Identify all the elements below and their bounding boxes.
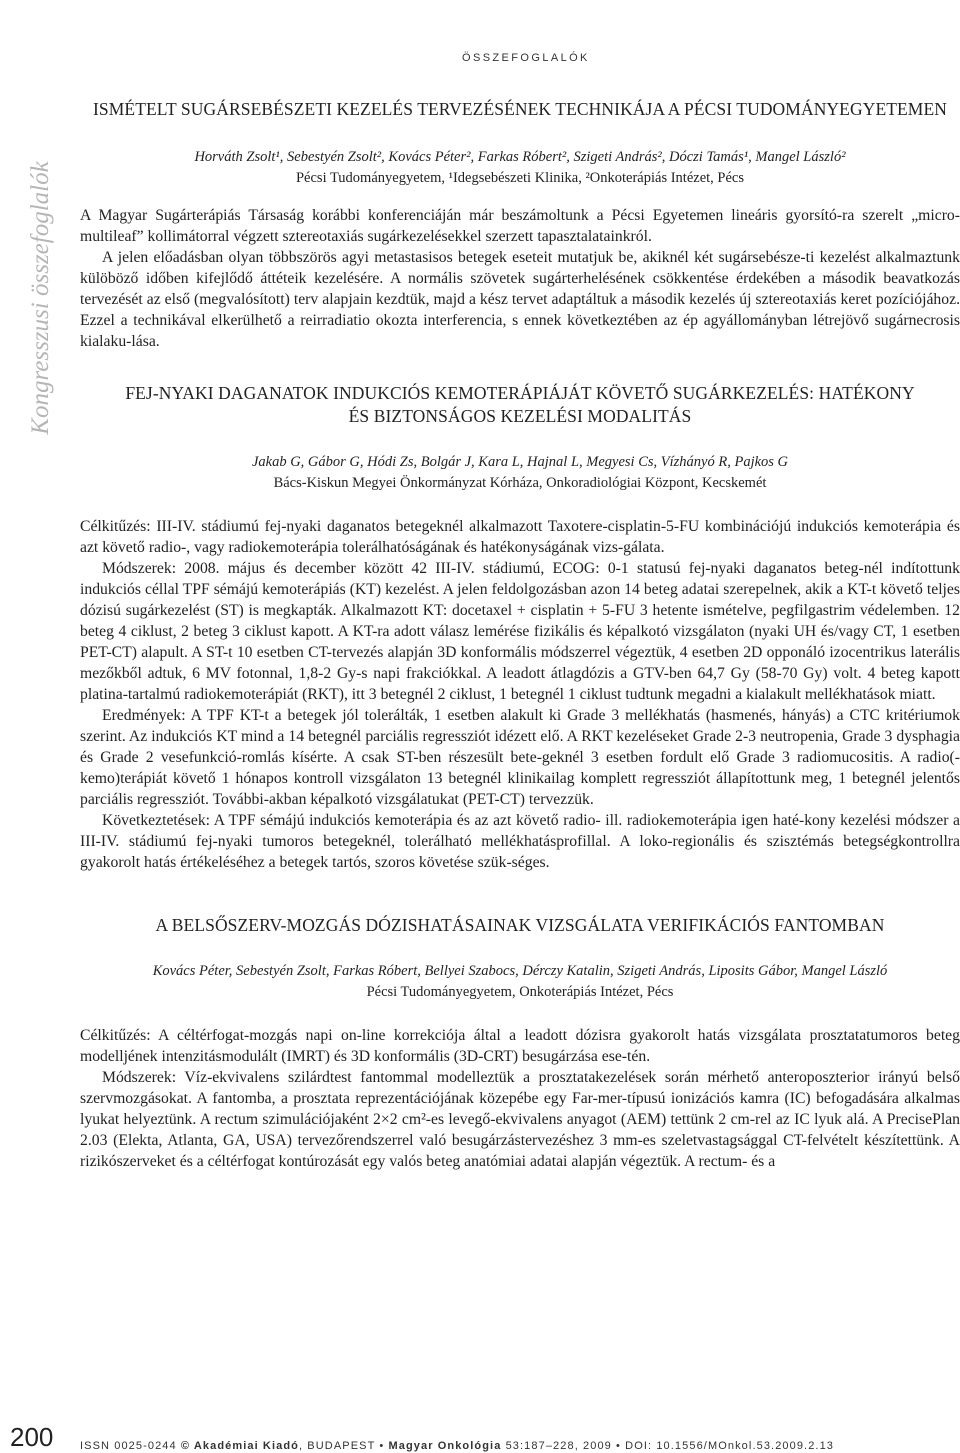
- running-header: ÖSSZEFOGLALÓK: [462, 52, 590, 64]
- abstract-body: [80, 1025, 960, 1172]
- abstract-paragraph: A jelen előadásban olyan többszörös agyi metastasisos betegek eseteit mutatjuk be, akiknél két sugársebésze-ti kezelést alkalmaztunk külöböző időben kifejlődő áttéteik kezelésére. A normális szövetek sugárterhelésének csökkentése érdekében a második beavatkozás tervezését az első (megvalósított) terv alapjain kezdtük, majd a kész tervet adaptáltuk a második kezelés új sztereotaxiás keret pozíciójához. Ezzel a technikával elkerülhető a reirradiatio okozta interferencia, s ennek következtében az ép agyállományban létrejövő sugárnecrosis kialaku-lása.: [80, 249, 960, 350]
- article-content: [80, 98, 960, 1172]
- abstract-title-line: ÉS BIZTONSÁGOS KEZELÉSI MODALITÁS: [348, 406, 692, 426]
- abstract-authors-block: [80, 452, 960, 494]
- abstract-title-line: ISMÉTELT SUGÁRSEBÉSZETI KEZELÉS TERVEZÉSÉNEK TECHNIKÁJA A PÉCSI TUDOMÁNYEGYETEMEN: [93, 99, 947, 119]
- issn: ISSN 0025-0244: [80, 1440, 177, 1452]
- abstract-paragraph: A Magyar Sugárterápiás Társaság korábbi konferenciáján már beszámoltunk a Pécsi Egyetemen lineáris gyorsító-ra szerelt „micro-multileaf” kollimátorral végzett sztereotaxiás sugárkezelésekkel szerzett tapasztalatainkról.: [80, 207, 960, 245]
- page-footer: [0, 1420, 960, 1452]
- abstract-authors: Jakab G, Gábor G, Hódi Zs, Bolgár J, Kara L, Hajnal L, Megyesi Cs, Vízhányó R, Pajkos G: [251, 454, 789, 470]
- side-label-text: Kongresszusi összefoglalók: [27, 160, 54, 435]
- abstract-paragraph: Célkitűzés: A céltérfogat-mozgás napi on-line korrekciója által a leadott dózisra gyakorolt hatás vizsgálata prosztatatumoros beteg modelljének intenzitásmodulált (IMRT) és 3D konformális (3D-CRT) besugárzása ese-tén.: [80, 1027, 960, 1065]
- abstract-title: [80, 914, 960, 937]
- abstract-affiliation: Bács-Kiskun Megyei Önkormányzat Kórháza, Onkoradiológiai Központ, Kecskemét: [273, 475, 767, 491]
- abstract-body: [80, 516, 960, 873]
- abstract-paragraph: Módszerek: 2008. május és december között 42 III-IV. stádiumú, ECOG: 0-1 statusú fej-nyaki daganatos beteg-nél indítottunk indukciós céllal TPF sémájú kemoterápiás (KT) kezelést. A jelen feldolgozásban azon 14 beteg adatai szerepelnek, akik a KT-t követő teljes dózisú sugárkezelést (ST) is megkapták. Alkalmazott KT: docetaxel + cisplatin + 5-FU 3 hetente ismételve, pegfilgastrim védelemben. 12 beteg 4 ciklust, 2 beteg 3 ciklust kapott. A KT-ra adott válasz lemérése fizikális és képalkotó vizsgálaton (nyaki UH és/vagy CT, 1 esetben PET-CT) alapult. A ST-t 10 esetben CT-tervezés alapján 3D konformális módszerrel végeztük, 4 esetben 2D opponáló izocentrikus laterális mezőkből adtuk, 6 MV fotonnal, 1,8-2 Gy-s napi frakciókkal. A leadott átlagdózis a GTV-ben 64,7 Gy (58-70 Gy) volt. 4 beteg kapott platina-tartalmú radiokemoterápiát (RKT), itt 3 betegnél 2 ciklust, 1 betegnél 1 ciklust tudtunk megadni a kialakult mellékhatások miatt.: [80, 560, 960, 703]
- volume-pages: 53:187–228, 2009: [501, 1440, 612, 1452]
- abstract-2: [80, 382, 960, 873]
- publisher: © Akadémiai Kiadó: [180, 1440, 299, 1452]
- side-label: [18, 155, 64, 440]
- abstract-1: [80, 98, 960, 352]
- abstract-title: [80, 98, 960, 121]
- page-number: 200: [10, 1422, 54, 1452]
- separator-bullet: •: [616, 1440, 621, 1452]
- abstract-title-line: A BELSŐSZERV-MOZGÁS DÓZISHATÁSAINAK VIZSGÁLATA VERIFIKÁCIÓS FANTOMBAN: [155, 915, 885, 935]
- separator-bullet: •: [379, 1440, 385, 1452]
- abstract-authors: Kovács Péter, Sebestyén Zsolt, Farkas Róbert, Bellyei Szabocs, Dérczy Katalin, Szigeti András, Liposits Gábor, Mangel László: [152, 963, 888, 979]
- abstract-paragraph: Eredmények: A TPF KT-t a betegek jól tolerálták, 1 esetben alakult ki Grade 3 mellékhatás (hasmenés, hányás) a CTC kritériumok szerint. Az indukciós KT mind a 14 betegnél parciális regressziót idézett elő. A RKT kezeléseket Grade 2-3 neutropenia, Grade 3 dysphagia és Grade 2 vesefunkció-romlás kísérte. A csak ST-ben részesült bete-geknél 3 esetben fordult elő Grade 3 radiomucositis. A radio(-kemo)terápiát követő 1 hónapos kontroll vizsgálaton 13 betegnél klinikailag komplett regressziót állapítottunk meg, 1 betegnél jelentős parciális regressziót. További-akban képalkotó vizsgálatukat (PET-CT) tervezzük.: [80, 707, 960, 808]
- abstract-authors-block: [80, 147, 960, 189]
- citation-line: [80, 1440, 834, 1452]
- abstract-body: [80, 205, 960, 352]
- abstract-title-line: FEJ-NYAKI DAGANATOK INDUKCIÓS KEMOTERÁPIÁJÁT KÖVETŐ SUGÁRKEZELÉS: HATÉKONY: [125, 383, 915, 403]
- abstract-paragraph: Célkitűzés: III-IV. stádiumú fej-nyaki daganatos betegeknél alkalmazott Taxotere-cisplatin-5-FU kombinációjú indukciós kemoterápia és azt követő radio-, vagy radiokemoterápia tolerálhatóságának és hatékonyságának vizs-gálata.: [80, 518, 960, 556]
- abstract-paragraph: Módszerek: Víz-ekvivalens szilárdtest fantommal modelleztük a prosztatakezelések során mérhető anteroposzterior irányú belső szervmozgásokat. A fantomba, a prosztata reprezentációjának közepébe egy Far-mer-típusú ionizációs kamra (IC) befogadására alkalmas lyukat helyeztünk. A rectum szimulációjaként 2×2 cm²-es levegő-ekvivalens anyagot (AEM) tettünk 2 cm-rel az IC lyuk alá. A PrecisePlan 2.03 (Elekta, Atlanta, GA, USA) tervezőrendszerrel való besugárzástervezéshez 3 mm-es szeletvastagsággal CT-felvételt készítettünk. A rizikószerveket és a céltérfogat kontúrozását egy valós beteg anatómiai adatai alapján végeztük. A rectum- és a: [80, 1069, 960, 1170]
- abstract-3: [80, 914, 960, 1172]
- journal-name: Magyar Onkológia: [388, 1440, 502, 1452]
- publisher-city: , BUDAPEST: [298, 1440, 376, 1452]
- abstract-title: [80, 382, 960, 428]
- abstract-affiliation: Pécsi Tudományegyetem, Onkoterápiás Intézet, Pécs: [366, 984, 674, 1000]
- abstract-authors: Horváth Zsolt¹, Sebestyén Zsolt², Kovács Péter², Farkas Róbert², Szigeti András², Dóczi Tamás¹, Mangel László²: [194, 149, 846, 165]
- doi: DOI: 10.1556/MOnkol.53.2009.2.13: [625, 1440, 835, 1452]
- abstract-paragraph: Következtetések: A TPF sémájú indukciós kemoterápia és az azt követő radio- ill. radiokemoterápia igen haté-kony kezelési módszer a III-IV. stádiumú fej-nyaki tumoros betegeknél, tolerálható mellékhatásprofillal. A loko-regionális és szisztémás betegségkontrollra gyakorolt hatás értékeléséhez a betegek tartós, szoros követése szük-séges.: [80, 812, 960, 871]
- abstract-affiliation: Pécsi Tudományegyetem, ¹Idegsebészeti Klinika, ²Onkoterápiás Intézet, Pécs: [295, 170, 744, 186]
- abstract-authors-block: [80, 961, 960, 1003]
